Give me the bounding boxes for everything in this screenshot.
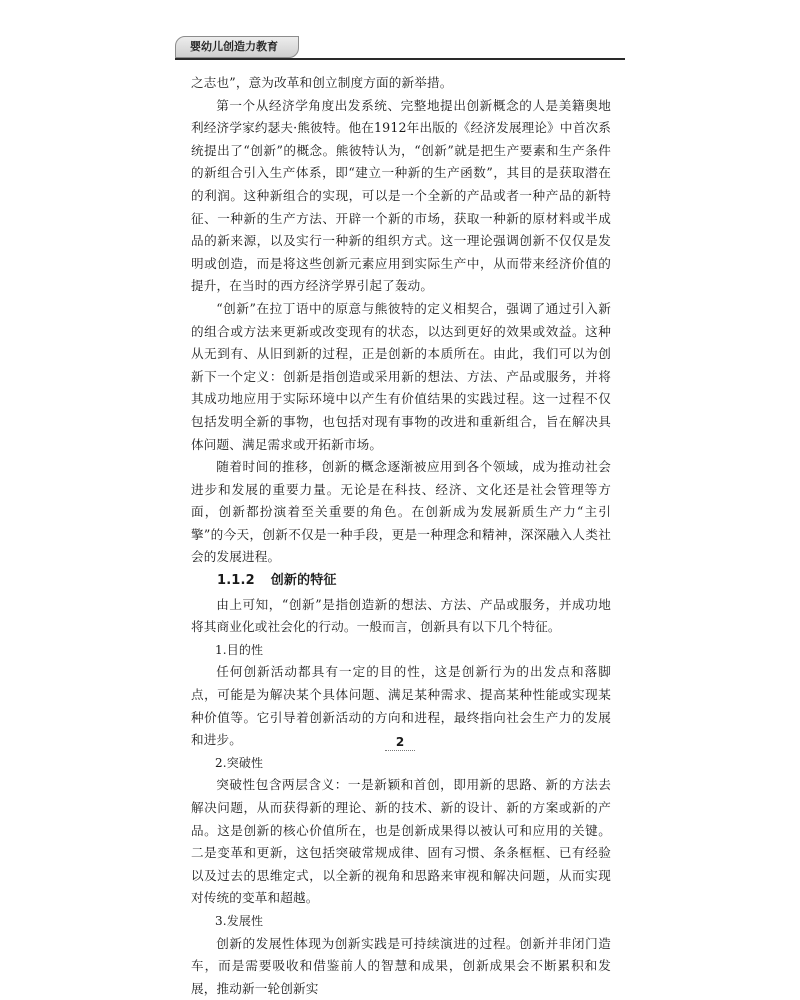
running-title: 婴幼儿创造力教育 — [175, 36, 299, 58]
paragraph: 突破性包含两层含义：一是新颖和首创，即用新的思路、新的方法去解决问题，从而获得新的理论、新的技术、新的设计、新的方案或新的产品。这是创新的核心价值所在，也是创新成果得以被认可和应用的关键。二是变革和更新，这包括突破常规成律、固有习惯、条条框框、已有经验以及过去的思维定式，以全新的视角和思路来审视和解决问题，从而实现对传统的变革和超越。 — [191, 777, 611, 906]
subheading: 3.发展性 — [215, 913, 264, 928]
subheading: 1.目的性 — [215, 642, 264, 657]
page-footer — [0, 735, 800, 754]
paragraph: 由上可知，“创新”是指创造新的想法、方法、产品或服务，并成功地将其商业化或社会化的行动。一般而言，创新具有以下几个特征。 — [191, 596, 611, 635]
page-number: 2 — [395, 735, 405, 749]
header-rule — [175, 58, 625, 60]
section-number: 1.1.2 — [217, 573, 255, 589]
paragraph: 随着时间的推移，创新的概念逐渐被应用到各个领域，成为推动社会进步和发展的重要力量。无论是在科技、经济、文化还是社会管理等方面，创新都扮演着至关重要的角色。在创新成为发展新质生产力“主引擎”的今天，创新不仅是一种手段，更是一种理念和精神，深深融入人类社会的发展进程。 — [191, 459, 611, 565]
paragraph: 第一个从经济学角度出发系统、完整地提出创新概念的人是美籍奥地利经济学家约瑟夫·熊彼特。他在1912年出版的《经济发展理论》中首次系统提出了“创新”的概念。熊彼特认为，“创新”就是把生产要素和生产条件的新组合引入生产体系，即“建立一种新的生产函数”，其目的是获取潜在的利润。这种新组合的实现，可以是一个全新的产品或者一种产品的新特征、一种新的生产方法、开辟一个新的市场，获取一种新的原材料或半成品的新来源，以及实行一种新的组织方式。这一理论强调创新不仅仅是发明或创造，而是将这些创新元素应用到实际生产中，从而带来经济价值的提升，在当时的西方经济学界引起了轰动。 — [191, 97, 611, 294]
footer-ornament — [385, 750, 415, 754]
section-heading — [191, 570, 611, 593]
paragraph: “创新”在拉丁语中的原意与熊彼特的定义相契合，强调了通过引入新的组合或方法来更新或改变现有的状态，以达到更好的效果或效益。这种从无到有、从旧到新的过程，正是创新的本质所在。由此，我们可以为创新下一个定义：创新是指创造或采用新的想法、方法、产品或服务，并将其成功地应用于实际环境中以产生有价值结果的实践过程。这一过程不仅包括发明全新的事物，也包括对现有事物的改进和重新组合，旨在解决具体问题、满足需求或开拓新市场。 — [191, 300, 611, 452]
subheading: 2.突破性 — [215, 755, 264, 770]
paragraph: 任何创新活动都具有一定的目的性，这是创新行为的出发点和落脚点，可能是为解决某个具体问题、满足某种需求、提高某种性能或实现某种价值等。它引导着创新活动的方向和进程，最终指向社会生产力的发展和进步。 — [191, 664, 611, 748]
section-title: 创新的特征 — [270, 573, 337, 589]
page-body — [191, 72, 611, 1000]
paragraph: 之志也”，意为改革和创立制度方面的新举措。 — [191, 75, 453, 90]
paragraph: 创新的发展性体现为创新实践是可持续演进的过程。创新并非闭门造车，而是需要吸收和借鉴前人的智慧和成果，创新成果会不断累积和发展，推动新一轮创新实 — [191, 935, 611, 996]
running-header — [175, 36, 299, 58]
